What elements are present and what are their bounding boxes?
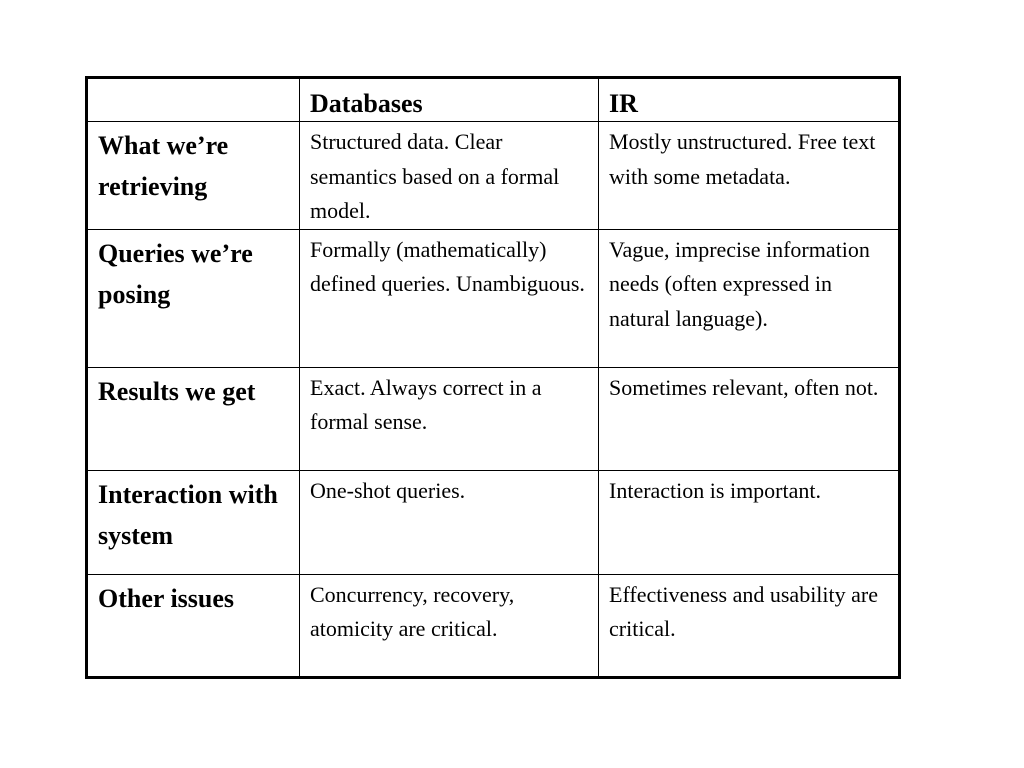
table-row [87,122,900,230]
table-row [87,229,900,367]
comparison-table [85,76,901,679]
column-header-databases: Databases [300,78,599,122]
row-header-results: Results we get [87,367,300,470]
cell-databases-results: Exact. Always correct in a formal sense. [300,367,599,470]
row-header-other-issues: Other issues [87,574,300,677]
table-row [87,367,900,470]
cell-ir-queries: Vague, imprecise information needs (often expressed in natural language). [599,229,900,367]
row-header-queries: Queries we’re posing [87,229,300,367]
cell-ir-other-issues: Effectiveness and usability are critical. [599,574,900,677]
table-row [87,574,900,677]
corner-cell [87,78,300,122]
column-header-ir: IR [599,78,900,122]
cell-ir-retrieving: Mostly unstructured. Free text with some metadata. [599,122,900,230]
cell-databases-other-issues: Concurrency, recovery, atomicity are critical. [300,574,599,677]
cell-databases-queries: Formally (mathematically) defined queries. Unambiguous. [300,229,599,367]
cell-databases-interaction: One-shot queries. [300,470,599,574]
cell-databases-retrieving: Structured data. Clear semantics based on a formal model. [300,122,599,230]
cell-ir-interaction: Interaction is important. [599,470,900,574]
header-row [87,78,900,122]
row-header-interaction: Interaction with system [87,470,300,574]
row-header-retrieving: What we’re retrieving [87,122,300,230]
table-row [87,470,900,574]
cell-ir-results: Sometimes relevant, often not. [599,367,900,470]
